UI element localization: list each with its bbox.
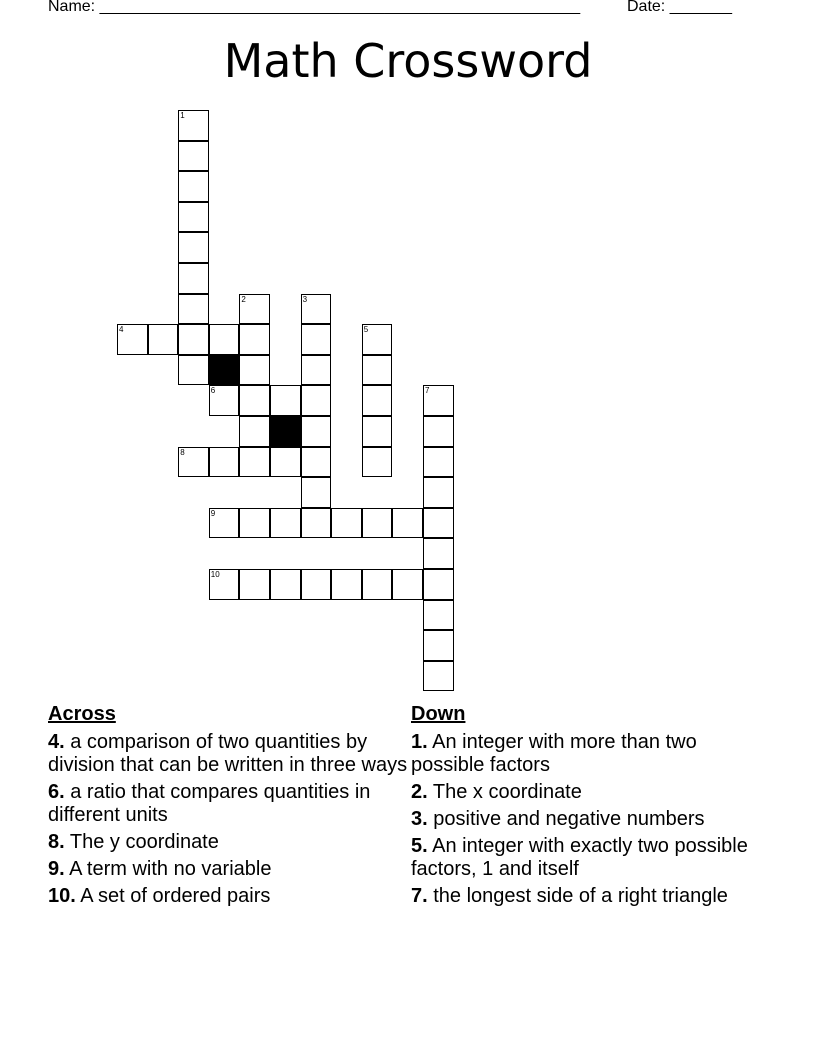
- clue-across-9: [48, 858, 410, 881]
- grid-cell[interactable]: [331, 569, 362, 600]
- grid-cell[interactable]: [239, 508, 270, 539]
- grid-cell[interactable]: [301, 569, 332, 600]
- clue-down-2: [411, 781, 773, 804]
- clue-number: 8.: [48, 831, 65, 853]
- grid-cell[interactable]: [209, 447, 240, 478]
- grid-cell[interactable]: [362, 355, 393, 386]
- name-field[interactable]: Name: ______________________________________________________: [48, 0, 581, 15]
- grid-cell[interactable]: [239, 416, 270, 447]
- cell-number: 10: [210, 570, 220, 579]
- clue-number: 1.: [411, 731, 428, 753]
- cell-number: 2: [241, 294, 246, 304]
- grid-cell[interactable]: [209, 569, 240, 600]
- grid-cell[interactable]: [239, 324, 270, 355]
- black-cell: [209, 355, 240, 386]
- clue-across-8: [48, 831, 410, 854]
- clue-down-3: [411, 808, 773, 831]
- cell-number: 4: [119, 325, 124, 335]
- grid-cell[interactable]: [423, 385, 454, 416]
- cell-number: 5: [363, 325, 369, 335]
- page-title: Math Crossword: [223, 34, 593, 88]
- grid-cell[interactable]: [178, 294, 209, 325]
- clue-text: positive and negative numbers: [433, 808, 705, 830]
- grid-cell[interactable]: [423, 600, 454, 631]
- grid-cell[interactable]: [209, 385, 240, 416]
- grid-cell[interactable]: [301, 385, 332, 416]
- clue-across-4: [48, 731, 410, 777]
- grid-cell[interactable]: [117, 324, 148, 355]
- grid-cell[interactable]: [209, 324, 240, 355]
- grid-cell[interactable]: [423, 661, 454, 692]
- clue-down-5: [411, 835, 773, 881]
- cell-number: 1: [180, 111, 185, 120]
- grid-cell[interactable]: [362, 324, 393, 355]
- cell-number: 3: [302, 294, 308, 304]
- clue-text: the longest side of a right triangle: [433, 885, 728, 907]
- grid-cell[interactable]: [239, 385, 270, 416]
- grid-cell[interactable]: [301, 447, 332, 478]
- clue-text: The x coordinate: [432, 781, 582, 803]
- clue-number: 10.: [48, 885, 76, 907]
- grid-cell[interactable]: [239, 569, 270, 600]
- grid-cell[interactable]: [362, 508, 393, 539]
- grid-cell[interactable]: [362, 447, 393, 478]
- cell-number: 8: [180, 447, 185, 457]
- grid-cell[interactable]: [362, 385, 393, 416]
- clue-down-1: [411, 731, 773, 777]
- clue-across-10: [48, 885, 410, 908]
- cell-number: 9: [210, 508, 216, 518]
- clue-text: A term with no variable: [69, 858, 272, 880]
- cell-number: 6: [210, 386, 216, 396]
- date-field[interactable]: Date: _______: [627, 0, 732, 15]
- grid-cell[interactable]: [301, 416, 332, 447]
- clue-text: An integer with more than two possible factors: [411, 731, 697, 776]
- clue-number: 5.: [411, 835, 428, 857]
- grid-cell[interactable]: [423, 538, 454, 569]
- grid-cell[interactable]: [239, 355, 270, 386]
- across-clues: [48, 703, 410, 912]
- grid-cell[interactable]: [423, 508, 454, 539]
- grid-cell[interactable]: [178, 355, 209, 386]
- clue-text: The y coordinate: [69, 831, 219, 853]
- grid-cell[interactable]: [178, 324, 209, 355]
- clue-number: 2.: [411, 781, 428, 803]
- grid-cell[interactable]: [178, 171, 209, 202]
- grid-cell[interactable]: [423, 477, 454, 508]
- grid-cell[interactable]: [270, 385, 301, 416]
- grid-cell[interactable]: [148, 324, 179, 355]
- grid-cell[interactable]: [301, 324, 332, 355]
- clue-text: a comparison of two quantities by division that can be written in three ways: [48, 731, 408, 776]
- grid-cell[interactable]: [301, 477, 332, 508]
- clue-down-7: [411, 885, 773, 908]
- grid-cell[interactable]: [270, 508, 301, 539]
- clue-across-6: [48, 781, 410, 827]
- grid-cell[interactable]: [209, 508, 240, 539]
- clue-text: A set of ordered pairs: [80, 885, 271, 907]
- clue-number: 3.: [411, 808, 428, 830]
- cell-number: 7: [425, 386, 430, 396]
- grid-cell[interactable]: [178, 263, 209, 294]
- grid-cell[interactable]: [423, 447, 454, 478]
- grid-cell[interactable]: [392, 569, 423, 600]
- grid-cell[interactable]: [423, 569, 454, 600]
- grid-cell[interactable]: [423, 416, 454, 447]
- grid-cell[interactable]: [178, 110, 209, 141]
- black-cell: [270, 416, 301, 447]
- grid-cell[interactable]: [178, 202, 209, 233]
- clue-text: An integer with exactly two possible factors, 1 and itself: [411, 835, 748, 880]
- grid-cell[interactable]: [178, 232, 209, 263]
- clue-number: 4.: [48, 731, 65, 753]
- grid-cell[interactable]: [301, 294, 332, 325]
- grid-cell[interactable]: [178, 447, 209, 478]
- down-clues: [411, 703, 773, 912]
- clue-number: 7.: [411, 885, 428, 907]
- clue-text: a ratio that compares quantities in different units: [48, 781, 371, 826]
- grid-cell[interactable]: [331, 508, 362, 539]
- grid-cell[interactable]: [362, 416, 393, 447]
- grid-cell[interactable]: [423, 630, 454, 661]
- grid-cell[interactable]: [270, 447, 301, 478]
- grid-cell[interactable]: [392, 508, 423, 539]
- grid-cell[interactable]: [301, 508, 332, 539]
- across-heading: Across: [48, 703, 116, 725]
- grid-cell[interactable]: [239, 294, 270, 325]
- grid-cell[interactable]: [270, 569, 301, 600]
- down-heading: Down: [411, 703, 466, 725]
- grid-cell[interactable]: [178, 141, 209, 172]
- clue-number: 6.: [48, 781, 65, 803]
- clue-number: 9.: [48, 858, 65, 880]
- grid-cell[interactable]: [301, 355, 332, 386]
- grid-cell[interactable]: [362, 569, 393, 600]
- grid-cell[interactable]: [239, 447, 270, 478]
